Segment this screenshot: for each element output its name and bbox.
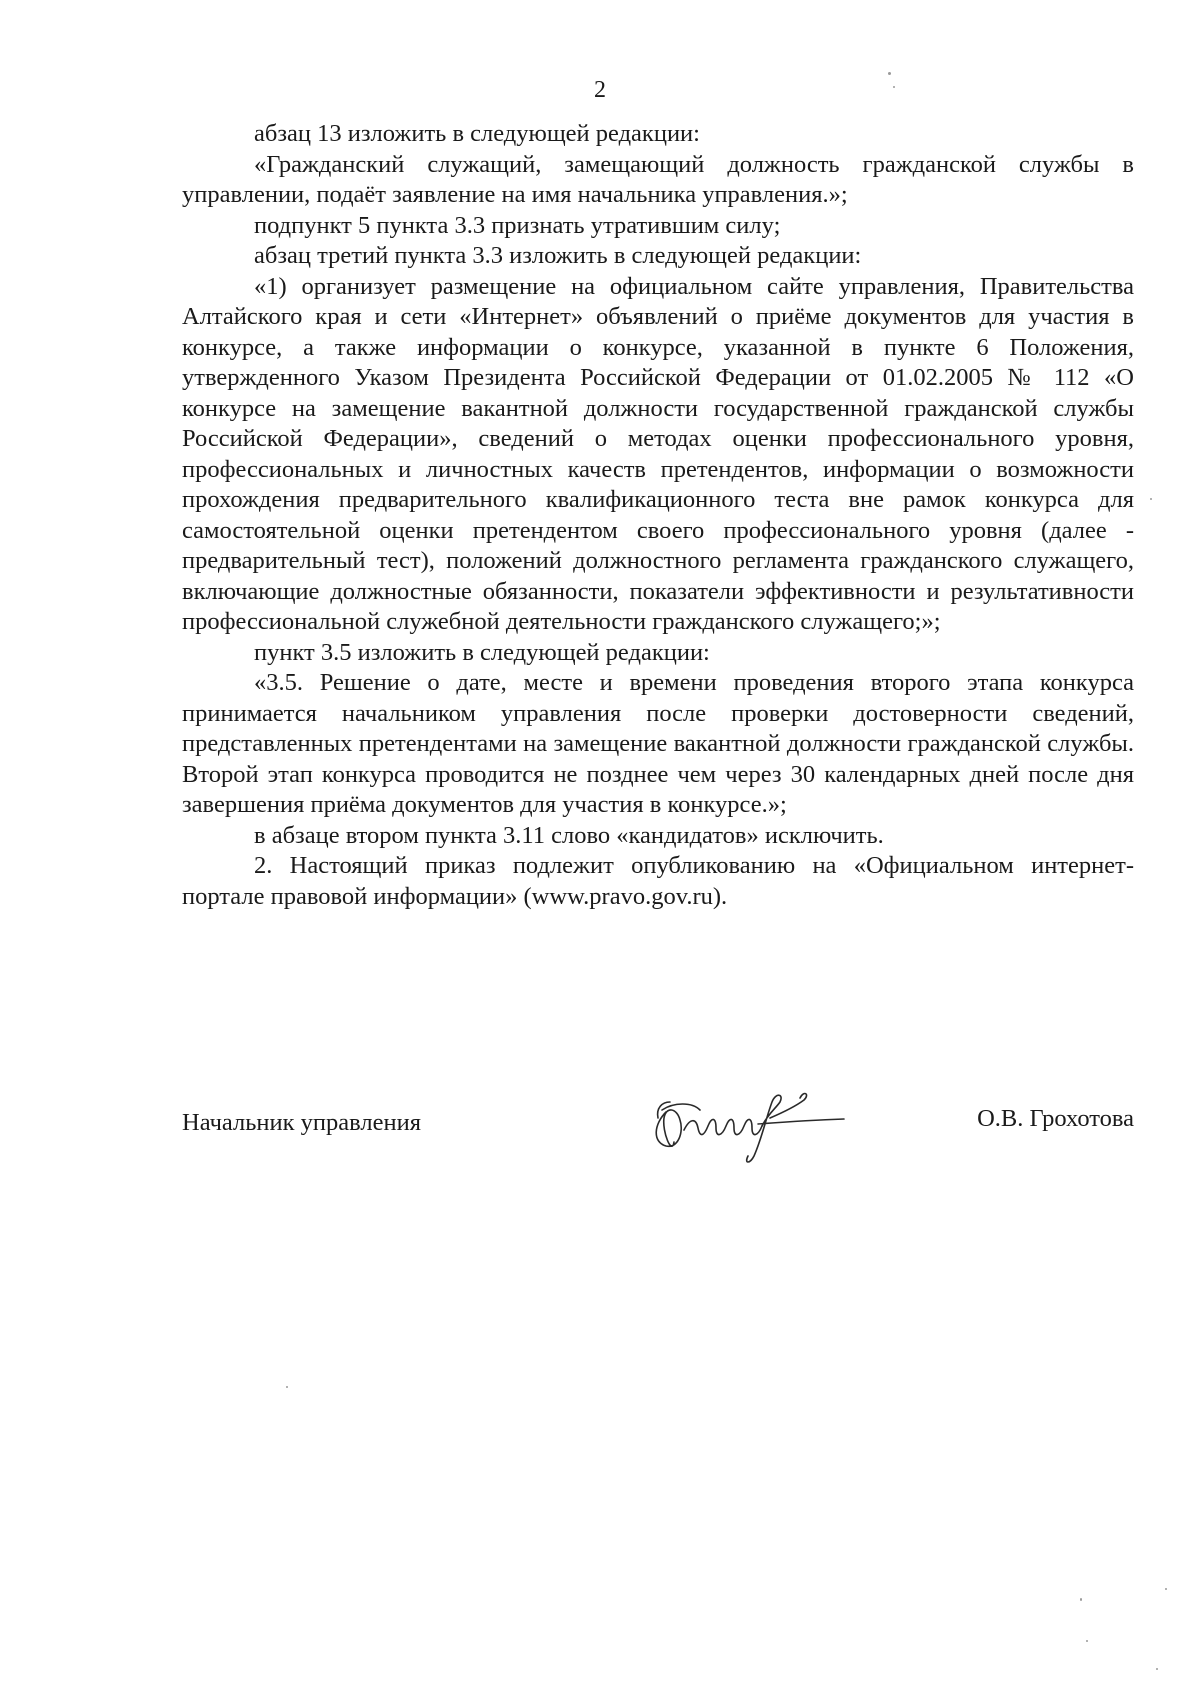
scan-speck [1080,1598,1082,1601]
document-body [182,119,1134,912]
paragraph: «Гражданский служащий, замещающий должность гражданской службы в управлении, подаёт заявление на имя начальника управления.»; [182,150,1134,208]
paragraph: абзац 13 изложить в следующей редакции: [254,120,700,147]
signatory-name: О.В. Грохотова [977,1105,1134,1132]
paragraph: «1) организует размещение на официальном сайте управления, Правительства Алтайского края и сети «Интернет» объявлений о приёме документов для участия в конкурсе, а также информации о конкурсе, указанной в пункте 6 Положения, утвержденного Указом Президента Российской Федерации от 01.02.2005 № 112 «О конкурсе на замещение вакантной должности государственной гражданской службы Российской Федерации», сведений о методах оценки профессионального уровня, профессиональных и личностных качеств претендентов, информации о возможности прохождения предварительного квалификационного теста вне рамок конкурса для самостоятельной оценки претендентом своего профессионального уровня (далее - предварительный тест), положений должностного регламента гражданского служащего, включающие должностные обязанности, показатели эффективности и результативности профессиональной служебной деятельности гражданского служащего;»; [182,272,1134,635]
paragraph: «3.5. Решение о дате, месте и времени проведения второго этапа конкурса принимается начальником управления после проверки достоверности сведений, представленных претендентами на замещение вакантной должности гражданской службы. Второй этап конкурса проводится не позднее чем через 30 календарных дней после дня завершения приёма документов для участия в конкурсе.»; [182,669,1134,818]
scan-speck [1165,1588,1167,1590]
handwritten-signature [644,1072,884,1172]
scan-speck [1086,1640,1088,1642]
paragraph: в абзаце втором пункта 3.11 слово «кандидатов» исключить. [254,821,884,849]
page-number: 2 [594,77,606,103]
scan-speck [1150,498,1152,500]
signature-block [182,1090,1134,1180]
signatory-position: Начальник управления [182,1109,421,1136]
paragraph: 2. Настоящий приказ подлежит опубликованию на «Официальном интернет-портале правовой информации» (www.pravo.gov.ru). [182,852,1134,910]
scan-speck [888,72,891,75]
scan-speck [893,86,895,88]
paragraph: абзац третий пункта 3.3 изложить в следующей редакции: [254,242,862,269]
paragraph: пункт 3.5 изложить в следующей редакции: [254,638,710,666]
paragraph: подпункт 5 пункта 3.3 признать утратившим силу; [254,211,781,239]
scan-speck [1156,1668,1158,1670]
scan-speck [286,1386,288,1388]
